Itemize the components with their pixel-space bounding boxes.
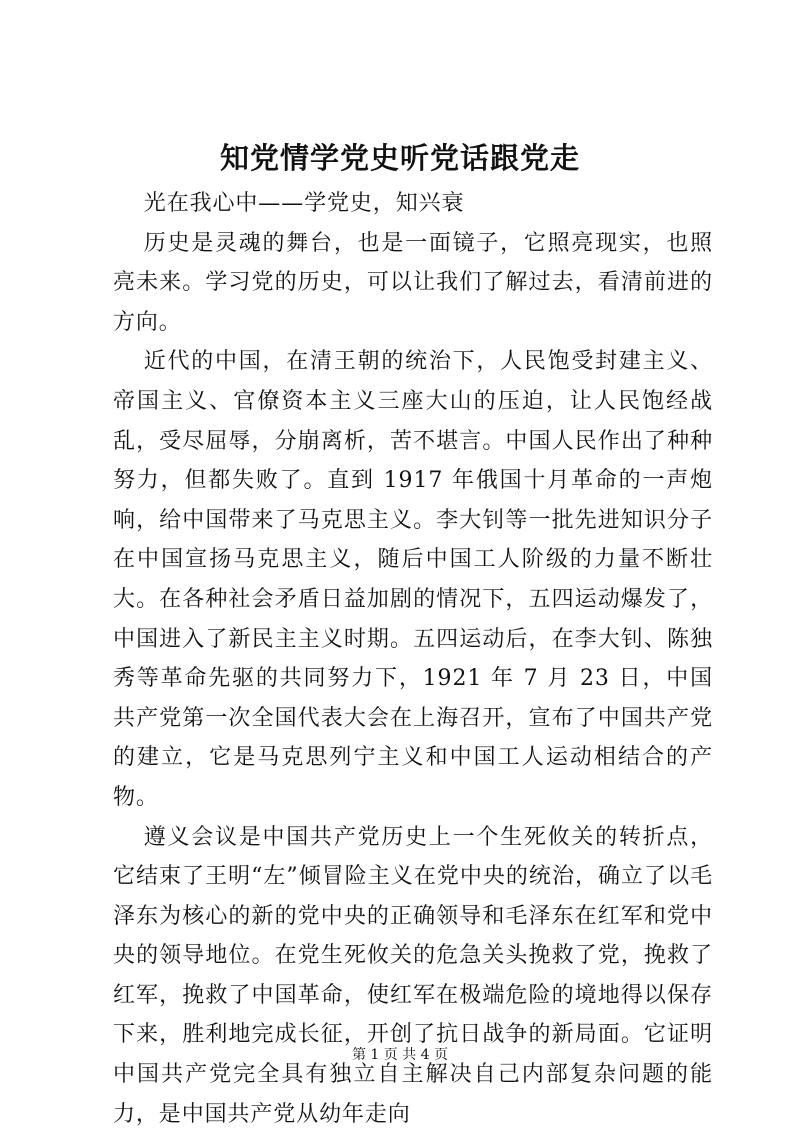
document-title: 知党情学党史听党话跟党走 xyxy=(0,138,800,178)
body-paragraph: 遵义会议是中国共产党历史上一个生死攸关的转折点，它结束了王明“左”倾冒险主义在党中央的统治，确立了以毛泽东为核心的新的党中央的正确领导和毛泽东在红军和党中央的领导地位。在党生死攸关的危急关头挽救了党，挽救了红军，挽救了中国革命，使红军在极端危险的境地得以保存下来，胜利地完成长征，开创了抗日战争的新局面。它证明中国共产党完全具有独立自主解决自己内部复杂问题的能力，是中国共产党从幼年走向 xyxy=(113,818,713,1134)
subtitle-paragraph: 光在我心中——学党史，知兴衰 xyxy=(113,184,713,224)
page-number-footer: 第 1 页 共 4 页 xyxy=(0,1045,800,1065)
body-paragraph: 近代的中国，在清王朝的统治下，人民饱受封建主义、帝国主义、官僚资本主义三座大山的压迫，让人民饱经战乱，受尽屈辱，分崩离析，苦不堪言。中国人民作出了种种努力，但都失败了。直到 1917 年俄国十月革命的一声炮响，给中国带来了马克思主义。李大钊等一批先进知识分子在中国宣扬马克思主义，随后中国工人阶级的力量不断壮大。在各种社会矛盾日益加剧的情况下，五四运动爆发了，中国进入了新民主主义时期。五四运动后，在李大钊、陈独秀等革命先驱的共同努力下，1921 年 7 月 23 日，中国共产党第一次全国代表大会在上海召开，宣布了中国共产党的建立，它是马克思列宁主义和中国工人运动相结合的产物。 xyxy=(113,342,713,817)
document-body xyxy=(113,184,713,1134)
body-paragraph: 历史是灵魂的舞台，也是一面镜子，它照亮现实，也照亮未来。学习党的历史，可以让我们了解过去，看清前进的方向。 xyxy=(113,224,713,343)
